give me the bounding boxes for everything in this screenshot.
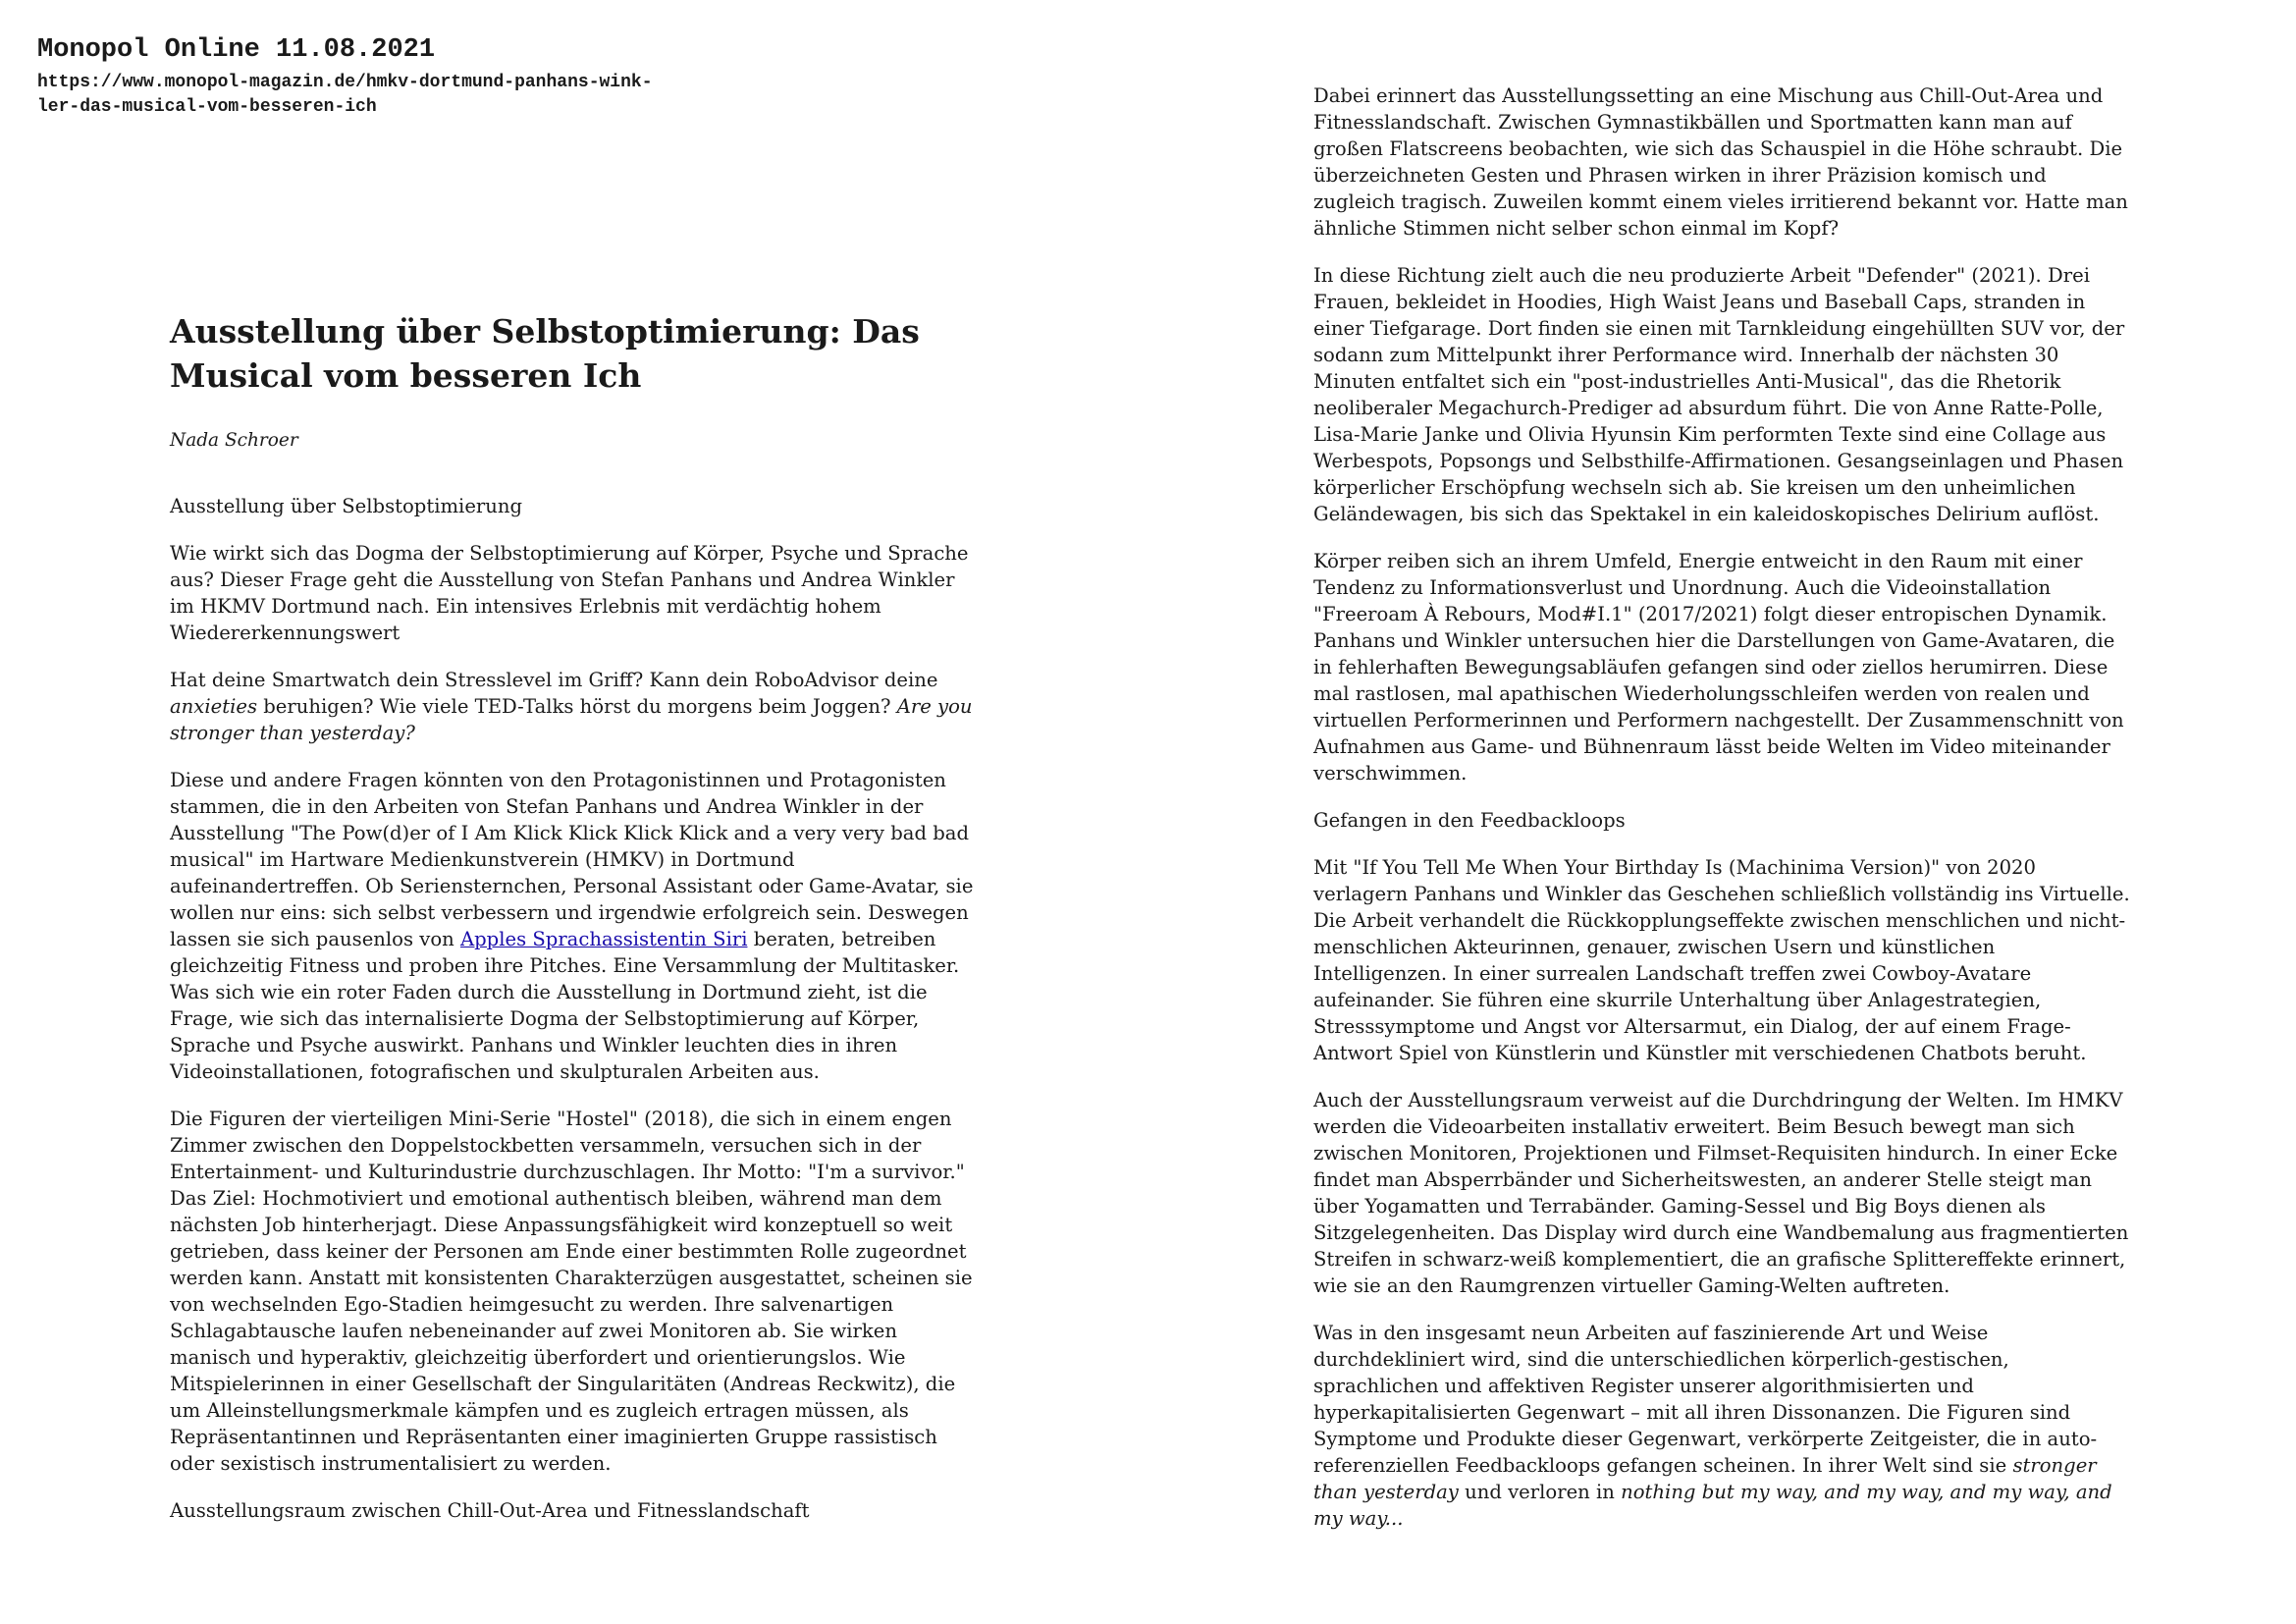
paragraph-6: Körper reiben sich an ihrem Umfeld, Energie entweicht in den Raum mit einer Tendenz zu Informationsverlust und Unordnung. Auch die Videoinstallation "Freeroam À Rebours, Mod#I.1" (2017/2021) folgt dieser entropischen Dynamik. Panhans und Winkler untersuchen hier die Darstellungen von Game-Avataren, die in fehlerhaften Bewegungsabläufen gefangen sind oder ziellos herumirren. Diese mal rastlosen, mal apathischen Wiederholungsschleifen werden von realen und virtuellen Performerinnen und Performern nachgestellt. Der Zusammenschnitt von Aufnahmen aus Game- und Bühnenraum lässt beide Welten im Video miteinander verschwimmen.: [1313, 550, 2124, 785]
article-lead: Wie wirkt sich das Dogma der Selbstoptimierung auf Körper, Psyche und Sprache aus? Dieser Frage geht die Ausstellung von Stefan Panhans und Andrea Winkler im HKMV Dortmund nach. Ein intensives Erlebnis mit verdächtig hohem Wiedererkennungswert: [170, 542, 969, 644]
subheading-2: Gefangen in den Feedbackloops: [1313, 809, 1626, 832]
left-column: [170, 309, 985, 1544]
paragraph-7: Mit "If You Tell Me When Your Birthday Is (Machinima Version)" von 2020 verlagern Panhans und Winkler das Geschehen schließlich vollständig ins Virtuelle. Die Arbeit verhandelt die Rückkopplungseffekte zwischen menschlichen und nicht-menschlichen Akteurinnen, genauer, zwischen Usern und künstlichen Intelligenzen. In einer surrealen Landschaft treffen zwei Cowboy-Avatare aufeinander. Sie führen eine skurrile Unterhaltung über Anlagestrategien, Stresssymptome und Angst vor Altersarmut, ein Dialog, der auf einem Frage-Antwort Spiel von Künstlerin und Künstler mit verschiedenen Chatbots beruht.: [1313, 856, 2130, 1064]
paragraph-2: [170, 767, 985, 1085]
article-headline: Ausstellung über Selbstoptimierung: Das Musical vom besseren Ich: [170, 312, 920, 395]
p9-italic-myway: nothing but my way, and my way, and my way, and my way...: [1313, 1481, 2112, 1530]
paragraph-8: Auch der Ausstellungsraum verweist auf die Durchdringung der Welten. Im HMKV werden die Videoarbeiten installativ erweitert. Beim Besuch bewegt man sich zwischen Monitoren, Projektionen und Filmset-Requisiten hindurch. In einer Ecke findet man Absperrbänder und Sicherheitswesten, an anderer Stelle steigt man über Yogamatten und Terrabänder. Gaming-Sessel und Big Boys dienen als Sitzgelegenheiten. Das Display wird durch eine Wandbemalung aus fragmentierten Streifen in schwarz-weiß komplementiert, die an grafische Splittereffekte erinnert, wie sie an den Raumgrenzen virtueller Gaming-Welten auftreten.: [1313, 1089, 2129, 1297]
p9-text-a: Was in den insgesamt neun Arbeiten auf faszinierende Art und Weise durchdekliniert wird, sind die unterschiedlichen körperlich-gestischen, sprachlichen und affektiven Register unserer algorithmisierten und hyperkapitalisierten Gegenwart – mit all ihren Dissonanzen. Die Figuren sind Symptome und Produkte dieser Gegenwart, verkörperte Zeitgeister, die in auto-referenziellen Feedbackloops gefangen scheinen. In ihrer Welt sind sie: [1313, 1322, 2098, 1477]
p1-text-c: beruhigen? Wie viele TED-Talks hörst du morgens beim Joggen?: [257, 695, 897, 718]
source-date: Monopol Online 11.08.2021: [37, 35, 436, 65]
siri-link[interactable]: Apples Sprachassistentin Siri: [459, 928, 748, 950]
p9-italic-stronger: stronger than yesterday: [1313, 1454, 2097, 1503]
paragraph-3: Die Figuren der vierteiligen Mini-Serie "Hostel" (2018), die sich in einem engen Zimmer zwischen den Doppelstockbetten versammeln, versuchen sich in der Entertainment- und Kulturindustrie durchzuschlagen. Ihr Motto: "I'm a survivor." Das Ziel: Hochmotiviert und emotional authentisch bleiben, während man dem nächsten Job hinterherjagt. Diese Anpassungsfähigkeit wird konzeptuell so weit getrieben, dass keiner der Personen am Ende einer bestimmten Rolle zugeordnet werden kann. Anstatt mit konsistenten Charakterzügen ausgestattet, scheinen sie von wechselnden Ego-Stadien heimgesucht zu werden. Ihre salvenartigen Schlagabtausche laufen nebeneinander auf zwei Monitoren ab. Sie wirken manisch und hyperaktiv, gleichzeitig überfordert und orientierungslos. Wie Mitspielerinnen in einer Gesellschaft der Singularitäten (Andreas Reckwitz), die um Alleinstellungsmerkmale kämpfen und es zugleich ertragen müssen, als Repräsentantinnen und Repräsentanten einer imaginierten Gruppe rassistisch oder sexistisch instrumentalisiert zu werden.: [170, 1108, 973, 1475]
paragraph-1: [170, 667, 985, 746]
article-kicker: Ausstellung über Selbstoptimierung: [170, 495, 523, 517]
subheading-1: Ausstellungsraum zwischen Chill-Out-Area und Fitnesslandschaft: [170, 1499, 810, 1522]
paragraph-5: In diese Richtung zielt auch die neu produzierte Arbeit "Defender" (2021). Drei Frauen, bekleidet in Hoodies, High Waist Jeans und Baseball Caps, stranden in einer Tiefgarage. Dort finden sie einen mit Tarnkleidung eingehüllten SUV vor, der sodann zum Mittelpunkt ihrer Performance wird. Innerhalb der nächsten 30 Minuten entfaltet sich ein "post-industrielles Anti-Musical", das die Rhetorik neoliberaler Megachurch-Prediger ad absurdum führt. Die von Anne Ratte-Polle, Lisa-Marie Janke und Olivia Hyunsin Kim performten Texte sind eine Collage aus Werbespots, Popsongs und Selbsthilfe-Affirmationen. Gesangseinlagen und Phasen körperlicher Erschöpfung wechseln sich ab. Sie kreisen um den unheimlichen Geländewagen, bis sich das Spektakel in ein kaleidoskopisches Delirium auflöst.: [1313, 264, 2125, 525]
p1-italic-question: Are you stronger than yesterday?: [170, 695, 973, 744]
p1-text-a: Hat deine Smartwatch dein Stresslevel im Griff? Kann dein RoboAdvisor deine: [170, 669, 938, 691]
source-url: https://www.monopol-magazin.de/hmkv-dortmund-panhans-wink- ler-das-musical-vom-besseren-ich: [37, 73, 653, 117]
p1-italic-anxieties: anxieties: [170, 695, 258, 718]
article-author: Nada Schroer: [170, 430, 298, 451]
p9-text-c: und verloren in: [1458, 1481, 1622, 1503]
right-column: [1313, 82, 2133, 1552]
p2-text-a: Diese und andere Fragen könnten von den Protagonistinnen und Protagonisten stammen, die in den Arbeiten von Stefan Panhans und Andrea Winkler in der Ausstellung "The Pow(d)er of I Am Klick Klick Klick Klick and a very very bad bad musical" im Hartware Medienkunstverein (HMKV) in Dortmund aufeinandertreffen. Ob Seriensternchen, Personal Assistant oder Game-Avatar, sie wollen nur eins: sich selbst verbessern und irgendwie erfolgreich sein. Deswegen lassen sie sich pausenlos von: [170, 769, 974, 950]
clipping-header: [37, 33, 653, 120]
paragraph-9: [1313, 1320, 2133, 1532]
p2-text-b: beraten, betreiben gleichzeitig Fitness und proben ihre Pitches. Eine Versammlung der Multitasker. Was sich wie ein roter Faden durch die Ausstellung in Dortmund zieht, ist die Frage, wie sich das internalisierte Dogma der Selbstoptimierung auf Körper, Sprache und Psyche auswirkt. Panhans und Winkler leuchten dies in ihren Videoinstallationen, fotografischen und skulpturalen Arbeiten aus.: [170, 928, 960, 1083]
paragraph-4: Dabei erinnert das Ausstellungssetting an eine Mischung aus Chill-Out-Area und Fitnesslandschaft. Zwischen Gymnastikbällen und Sportmatten kann man auf großen Flatscreens beobachten, wie sich das Schauspiel in die Höhe schraubt. Die überzeichneten Gesten und Phrasen wirken in ihrer Präzision komisch und zugleich tragisch. Zuweilen kommt einem vieles irritierend bekannt vor. Hatte man ähnliche Stimmen nicht selber schon einmal im Kopf?: [1313, 84, 2128, 240]
